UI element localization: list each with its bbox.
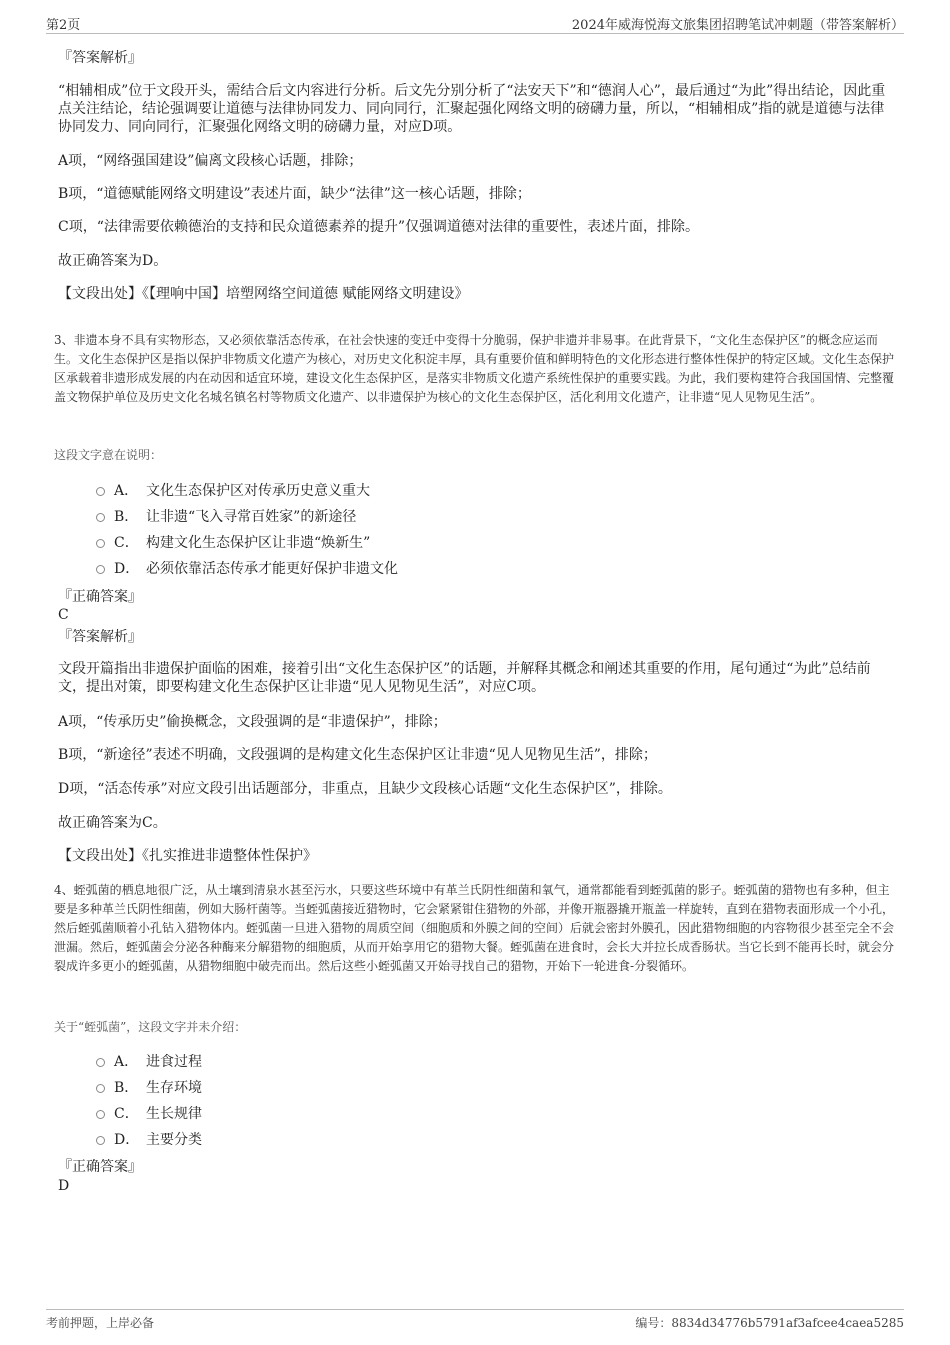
option-letter: B． xyxy=(114,1080,139,1096)
radio-icon[interactable] xyxy=(96,1136,105,1145)
option-letter: D． xyxy=(114,1132,140,1148)
q2-analysis-conclusion: 故正确答案为D。 xyxy=(58,253,168,269)
q3-option-c[interactable] xyxy=(96,534,370,552)
option-text: 让非遗“飞入寻常百姓家”的新途径 xyxy=(146,509,357,525)
radio-icon[interactable] xyxy=(96,539,105,548)
q4-prompt: 关于“蛭弧菌”，这段文字并未介绍： xyxy=(54,1020,247,1034)
q2-analysis-paragraph: “相辅相成”位于文段开头，需结合后文内容进行分析。后文先分别分析了“法安天下”和“德润人心”，最后通过“为此”得出结论，因此重点关注结论，结论强调要让道德与法律协同发力、同向同行，汇聚起强化网络文明的磅礴力量，所以，“相辅相成”指的就是道德与法律协同发力、同向同行，汇聚强化网络文明的磅礴力量，对应D项。 xyxy=(58,83,886,135)
page-number: 第2页 xyxy=(46,18,81,33)
q2-analysis-option-a: A项，“网络强国建设”偏离文段核心话题，排除； xyxy=(58,153,363,169)
q3-analysis-conclusion: 故正确答案为C。 xyxy=(58,815,167,831)
option-text: 生存环境 xyxy=(146,1080,202,1096)
option-letter: D． xyxy=(114,561,140,577)
q2-analysis-option-c: C项，“法律需要依赖德治的支持和民众道德素养的提升”仅强调道德对法律的重要性，表述片面，排除。 xyxy=(58,219,700,235)
q3-option-b[interactable] xyxy=(96,508,356,526)
q2-source: 【文段出处】《【理响中国】培塑网络空间道德 赋能网络文明建设》 xyxy=(58,286,469,302)
header-divider xyxy=(46,33,904,34)
q4-option-c[interactable] xyxy=(96,1105,202,1123)
q4-answer: D xyxy=(58,1178,70,1194)
option-letter: C． xyxy=(114,1106,139,1122)
q3-prompt: 这段文字意在说明： xyxy=(54,448,163,462)
document-id: 编号：8834d34776b5791af3afcee4caea5285 xyxy=(635,1316,904,1330)
radio-icon[interactable] xyxy=(96,513,105,522)
q3-analysis-paragraph: 文段开篇指出非遗保护面临的困难，接着引出“文化生态保护区”的话题，并解释其概念和阐述其重要的作用，尾句通过“为此”总结前文，提出对策，即要构建文化生态保护区让非遗“见人见物见生活”，对应C项。 xyxy=(58,661,871,695)
q4-option-a[interactable] xyxy=(96,1053,202,1071)
option-letter: C． xyxy=(114,535,139,551)
radio-icon[interactable] xyxy=(96,1110,105,1119)
option-text: 主要分类 xyxy=(146,1132,202,1148)
q4-option-b[interactable] xyxy=(96,1079,202,1097)
q3-option-d[interactable] xyxy=(96,560,398,578)
q3-answer: C xyxy=(58,607,69,623)
option-text: 生长规律 xyxy=(146,1106,202,1122)
q4-answer-label: 『正确答案』 xyxy=(58,1159,142,1175)
q4-passage: 4、蛭弧菌的栖息地很广泛，从土壤到清泉水甚至污水，只要这些环境中有革兰氏阴性细菌和氧气，通常都能看到蛭弧菌的影子。蛭弧菌的猎物也有多种，但主要是多种革兰氏阴性细菌，例如大肠杆菌等。当蛭弧菌接近猎物时，它会紧紧钳住猎物的外部，并像开瓶器撬开瓶盖一样旋转，直到在猎物表面形成一个小孔，然后蛭弧菌顺着小孔钻入猎物体内。蛭弧菌一旦进入猎物的周质空间（细胞质和外膜之间的空间）后就会密封外膜孔，因此猎物细胞的内容物很少甚至完全不会泄漏。然后，蛭弧菌会分泌各种酶来分解猎物的细胞质，从而开始享用它的猎物大餐。蛭弧菌在进食时，会长大并拉长成香肠状。当它长到不能再长时，就会分裂成许多更小的蛭弧菌，从猎物细胞中破壳而出。然后这些小蛭弧菌又开始寻找自己的猎物，开始下一轮进食-分裂循环。 xyxy=(54,883,895,973)
option-letter: A． xyxy=(114,483,139,499)
q3-source: 【文段出处】《扎实推进非遗整体性保护》 xyxy=(58,848,317,864)
radio-icon[interactable] xyxy=(96,565,105,574)
q2-analysis-option-b: B项，“道德赋能网络文明建设”表述片面，缺少“法律”这一核心话题，排除； xyxy=(58,186,531,202)
option-letter: A． xyxy=(114,1054,139,1070)
q3-analysis-option-a: A项，“传承历史”偷换概念，文段强调的是“非遗保护”，排除； xyxy=(58,714,447,730)
option-text: 构建文化生态保护区让非遗“焕新生” xyxy=(146,535,371,551)
radio-icon[interactable] xyxy=(96,487,105,496)
option-text: 文化生态保护区对传承历史意义重大 xyxy=(146,483,370,499)
radio-icon[interactable] xyxy=(96,1058,105,1067)
footer-divider xyxy=(46,1309,904,1310)
q3-analysis-option-b: B项，“新途径”表述不明确，文段强调的是构建文化生态保护区让非遗“见人见物见生活”，排除； xyxy=(58,747,657,763)
radio-icon[interactable] xyxy=(96,1084,105,1093)
q3-passage: 3、非遗本身不具有实物形态，又必须依靠活态传承，在社会快速的变迁中变得十分脆弱，保护非遗并非易事。在此背景下，“文化生态保护区”的概念应运而生。文化生态保护区是指以保护非物质文化遗产为核心，对历史文化积淀丰厚，具有重要价值和鲜明特色的文化形态进行整体性保护的特定区域。文化生态保护区承载着非遗形成发展的内在动因和适宜环境，建设文化生态保护区，是落实非物质文化遗产系统性保护的重要实践。为此，我们要构建符合我国国情、完整覆盖文物保护单位及历史文化名城名镇名村等物质文化遗产、以非遗保护为核心的文化生态保护区，活化利用文化遗产，让非遗“见人见物见生活”。 xyxy=(54,333,895,404)
q4-option-d[interactable] xyxy=(96,1131,202,1149)
q3-analysis-option-d: D项，“活态传承”对应文段引出话题部分，非重点，且缺少文段核心话题“文化生态保护区”，排除。 xyxy=(58,781,672,797)
option-letter: B． xyxy=(114,509,139,525)
option-text: 必须依靠活态传承才能更好保护非遗文化 xyxy=(146,561,398,577)
document-title: 2024年威海悦海文旅集团招聘笔试冲刺题（带答案解析） xyxy=(571,18,904,33)
q3-answer-label: 『正确答案』 xyxy=(58,589,142,605)
option-text: 进食过程 xyxy=(146,1054,202,1070)
q2-analysis-label: 『答案解析』 xyxy=(58,50,142,66)
footer-slogan: 考前押题，上岸必备 xyxy=(46,1316,155,1330)
q3-analysis-label: 『答案解析』 xyxy=(58,629,142,645)
q3-option-a[interactable] xyxy=(96,482,370,500)
